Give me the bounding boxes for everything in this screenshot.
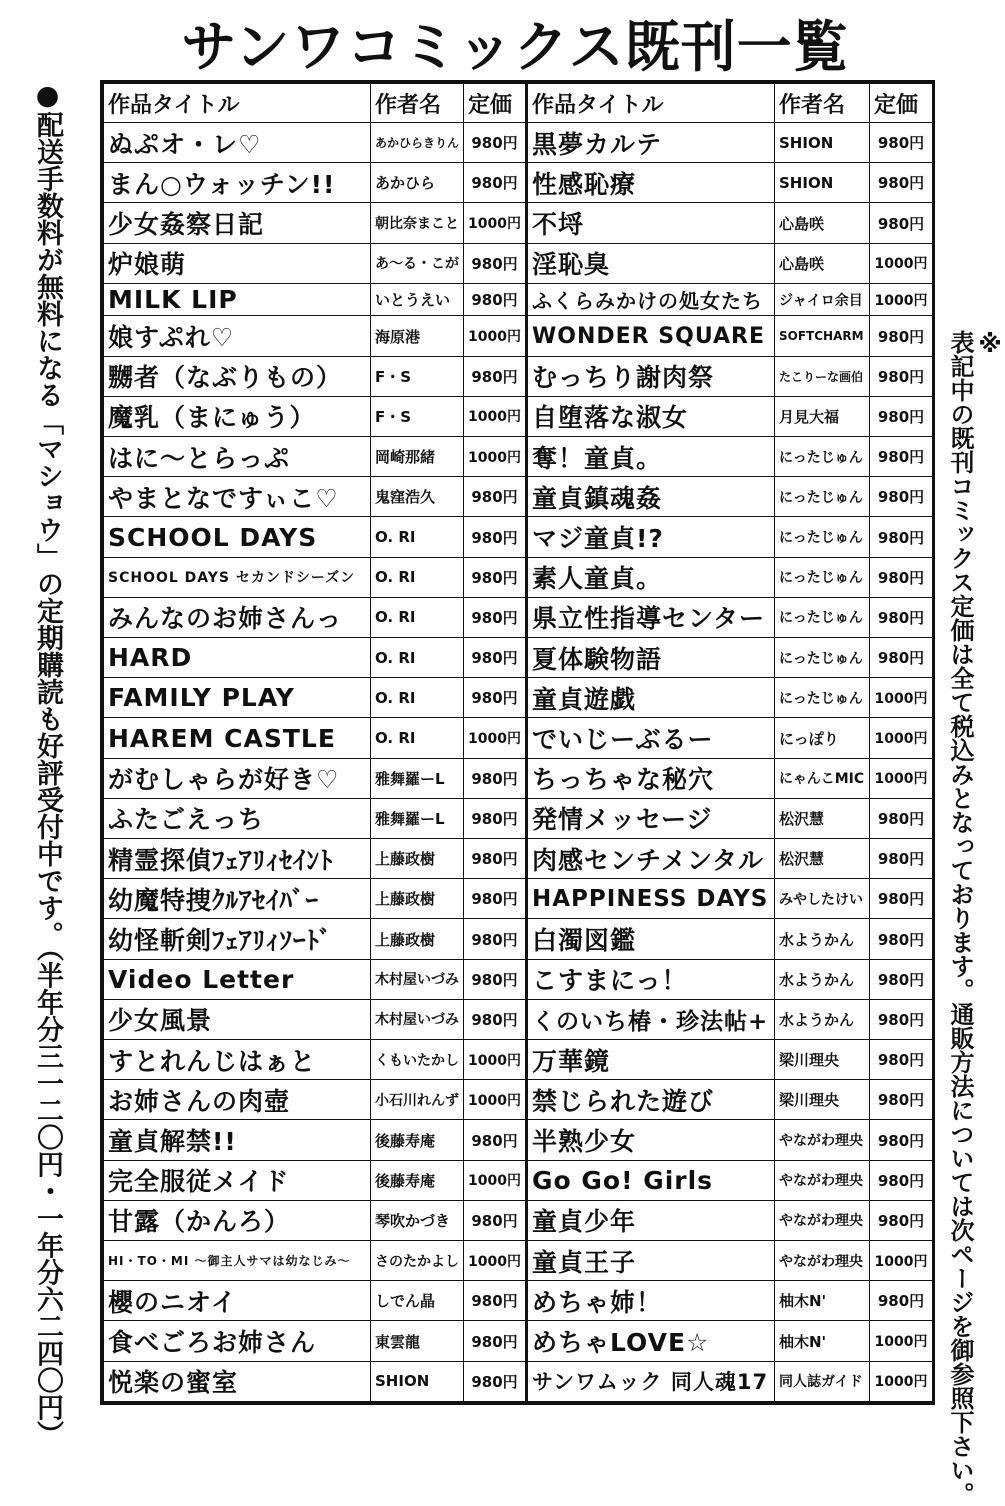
table-row: [104, 1160, 933, 1200]
author-cell: 後藤寿庵: [371, 1160, 464, 1200]
author-cell: あかひらきりん: [371, 123, 464, 163]
author-cell: 松沢慧: [775, 798, 870, 838]
author-cell: 水ようかん: [775, 919, 870, 959]
header-price-left: 定価: [464, 84, 527, 123]
price-cell: 980円: [870, 316, 933, 356]
price-cell: 980円: [464, 477, 527, 517]
price-cell: 980円: [464, 517, 527, 557]
title-cell: 童貞少年: [527, 1200, 775, 1240]
title-cell: 禁じられた遊び: [527, 1080, 775, 1120]
price-cell: 980円: [464, 999, 527, 1039]
price-cell: 1000円: [870, 718, 933, 758]
author-cell: 後藤寿庵: [371, 1120, 464, 1160]
price-cell: 980円: [870, 999, 933, 1039]
author-cell: 東雲龍: [371, 1321, 464, 1361]
table-row: [104, 557, 933, 597]
title-cell: 食べごろお姉さん: [104, 1321, 371, 1361]
price-cell: 980円: [464, 1120, 527, 1160]
author-cell: 上藤政樹: [371, 919, 464, 959]
author-cell: 上藤政樹: [371, 879, 464, 919]
table-row: [104, 1120, 933, 1160]
price-cell: 980円: [870, 1281, 933, 1321]
author-cell: 木村屋いづみ: [371, 999, 464, 1039]
title-cell: 娘すぷれ♡: [104, 316, 371, 356]
price-cell: 980円: [464, 638, 527, 678]
title-cell: がむしゃらが好き♡: [104, 758, 371, 798]
title-cell: 肉感センチメンタル: [527, 839, 775, 879]
price-cell: 1000円: [870, 758, 933, 798]
author-cell: 水ようかん: [775, 959, 870, 999]
author-cell: やながわ理央: [775, 1120, 870, 1160]
price-note: [945, 330, 1005, 1506]
price-cell: 1000円: [464, 203, 527, 243]
author-cell: 心島咲: [775, 243, 870, 283]
title-cell: 炉娘萌: [104, 243, 371, 283]
author-cell: ジャイロ余目: [775, 283, 870, 316]
price-cell: 980円: [464, 163, 527, 203]
title-cell: HARD: [104, 638, 371, 678]
price-cell: 980円: [870, 517, 933, 557]
author-cell: にったじゅん: [775, 597, 870, 637]
header-title-right: 作品タイトル: [527, 84, 775, 123]
title-cell: 少女風景: [104, 999, 371, 1039]
price-cell: 980円: [870, 638, 933, 678]
price-cell: 1000円: [870, 243, 933, 283]
price-cell: 1000円: [464, 316, 527, 356]
price-cell: 1000円: [870, 1321, 933, 1361]
title-cell: 童貞解禁!!: [104, 1120, 371, 1160]
price-cell: 1000円: [464, 718, 527, 758]
table-row: [104, 1321, 933, 1361]
table-row: [104, 879, 933, 919]
price-cell: 1000円: [464, 437, 527, 477]
title-cell: 童貞王子: [527, 1241, 775, 1281]
author-cell: 岡崎那緒: [371, 437, 464, 477]
header-row: [104, 84, 933, 123]
author-cell: 月見大福: [775, 396, 870, 436]
price-cell: 980円: [870, 1200, 933, 1240]
author-cell: 海原港: [371, 316, 464, 356]
price-cell: 980円: [464, 283, 527, 316]
price-cell: 980円: [870, 203, 933, 243]
author-cell: 琴吹かづき: [371, 1200, 464, 1240]
title-cell: 性感恥療: [527, 163, 775, 203]
price-cell: 1000円: [464, 1241, 527, 1281]
title-cell: 不埒: [527, 203, 775, 243]
title-cell: 精霊探偵ﾌｪｱﾘｨｾｲﾝﾄ: [104, 839, 371, 879]
author-cell: 木村屋いづみ: [371, 959, 464, 999]
title-cell: ちっちゃな秘穴: [527, 758, 775, 798]
price-cell: 980円: [870, 477, 933, 517]
author-cell: あ～る・こが: [371, 243, 464, 283]
title-cell: 県立性指導センター: [527, 597, 775, 637]
title-cell: まん○ウォッチン!!: [104, 163, 371, 203]
title-cell: すとれんじはぁと: [104, 1040, 371, 1080]
title-cell: HAREM CASTLE: [104, 718, 371, 758]
title-cell: でいじーぶるー: [527, 718, 775, 758]
author-cell: にゃんこMIC: [775, 758, 870, 798]
title-cell: 夏体験物語: [527, 638, 775, 678]
author-cell: 雅舞羅ーL: [371, 758, 464, 798]
catalog-rows: [104, 123, 933, 1402]
table-row: [104, 839, 933, 879]
table-row: [104, 1281, 933, 1321]
title-cell: MILK LIP: [104, 283, 371, 316]
table-row: [104, 517, 933, 557]
price-cell: 980円: [870, 798, 933, 838]
author-cell: にったじゅん: [775, 678, 870, 718]
author-cell: O. RI: [371, 718, 464, 758]
title-cell: 発情メッセージ: [527, 798, 775, 838]
price-cell: 980円: [870, 163, 933, 203]
catalog-table: [103, 83, 933, 1402]
price-cell: 980円: [870, 1080, 933, 1120]
price-cell: 980円: [870, 396, 933, 436]
title-cell: 悦楽の蜜室: [104, 1361, 371, 1401]
table-row: [104, 316, 933, 356]
author-cell: O. RI: [371, 597, 464, 637]
author-cell: いとうえい: [371, 283, 464, 316]
table-row: [104, 356, 933, 396]
author-cell: にったじゅん: [775, 477, 870, 517]
author-cell: にったじゅん: [775, 557, 870, 597]
title-cell: むっちり謝肉祭: [527, 356, 775, 396]
author-cell: SOFTCHARM: [775, 316, 870, 356]
table-row: [104, 1200, 933, 1240]
price-cell: 980円: [464, 1200, 527, 1240]
price-cell: 980円: [464, 243, 527, 283]
title-cell: 童貞遊戯: [527, 678, 775, 718]
author-cell: やながわ理央: [775, 1241, 870, 1281]
author-cell: にっぽり: [775, 718, 870, 758]
author-cell: 梁川理央: [775, 1080, 870, 1120]
author-cell: しでん晶: [371, 1281, 464, 1321]
title-cell: 櫻のニオイ: [104, 1281, 371, 1321]
author-cell: 同人誌ガイド: [775, 1361, 870, 1401]
author-cell: SHION: [775, 163, 870, 203]
price-cell: 980円: [870, 879, 933, 919]
price-cell: 980円: [464, 1321, 527, 1361]
author-cell: 松沢慧: [775, 839, 870, 879]
title-cell: 幼怪斬剣ﾌｪｱﾘｨｿｰﾄﾞ: [104, 919, 371, 959]
table-row: [104, 477, 933, 517]
page-title: サンワコミックス既刊一覧: [181, 15, 849, 79]
table-row: [104, 1361, 933, 1401]
price-cell: 980円: [870, 839, 933, 879]
price-cell: 980円: [464, 678, 527, 718]
author-cell: 心島咲: [775, 203, 870, 243]
price-cell: 980円: [464, 1361, 527, 1401]
table-row: [104, 396, 933, 436]
author-cell: O. RI: [371, 678, 464, 718]
price-cell: 980円: [870, 356, 933, 396]
title-cell: 自堕落な淑女: [527, 396, 775, 436]
title-cell: 魔乳（まにゅう）: [104, 396, 371, 436]
price-cell: 1000円: [870, 283, 933, 316]
table-row: [104, 1040, 933, 1080]
title-cell: 甘露（かんろ）: [104, 1200, 371, 1240]
author-cell: O. RI: [371, 638, 464, 678]
price-cell: 980円: [464, 356, 527, 396]
price-cell: 980円: [870, 919, 933, 959]
title-cell: 半熟少女: [527, 1120, 775, 1160]
author-cell: たこりーな画伯: [775, 356, 870, 396]
table-row: [104, 959, 933, 999]
author-cell: あかひら: [371, 163, 464, 203]
table-row: [104, 1080, 933, 1120]
author-cell: 水ようかん: [775, 999, 870, 1039]
author-cell: くもいたかし: [371, 1040, 464, 1080]
title-cell: こすまにっ！: [527, 959, 775, 999]
price-cell: 980円: [870, 557, 933, 597]
catalog-table-frame: [100, 80, 935, 1405]
table-row: [104, 758, 933, 798]
author-cell: にったじゅん: [775, 437, 870, 477]
price-cell: 1000円: [870, 678, 933, 718]
price-cell: 980円: [464, 879, 527, 919]
price-cell: 980円: [870, 1120, 933, 1160]
table-row: [104, 243, 933, 283]
title-cell: 奪！童貞。: [527, 437, 775, 477]
title-cell: Go Go! Girls: [527, 1160, 775, 1200]
title-cell: 完全服従メイド: [104, 1160, 371, 1200]
author-cell: 上藤政樹: [371, 839, 464, 879]
author-cell: 柚木N': [775, 1321, 870, 1361]
author-cell: SHION: [775, 123, 870, 163]
price-cell: 1000円: [464, 396, 527, 436]
price-cell: 980円: [464, 557, 527, 597]
table-row: [104, 678, 933, 718]
title-cell: やまとなですぃこ♡: [104, 477, 371, 517]
table-row: [104, 283, 933, 316]
title-cell: 嬲者（なぶりもの）: [104, 356, 371, 396]
subscription-note: ●配送手数料が無料になる「マショウ」の定期購読も好評受付中です。（半年分三一二〇円・一年分六二四〇円）: [32, 80, 63, 1448]
price-cell: 1000円: [464, 1080, 527, 1120]
table-row: [104, 999, 933, 1039]
table-row: [104, 718, 933, 758]
author-cell: にったじゅん: [775, 638, 870, 678]
table-row: [104, 1241, 933, 1281]
title-cell: 万華鏡: [527, 1040, 775, 1080]
price-cell: 980円: [464, 123, 527, 163]
price-cell: 980円: [464, 919, 527, 959]
author-cell: さのたかよし: [371, 1241, 464, 1281]
title-cell: ふくらみかけの処女たち: [527, 283, 775, 316]
author-cell: O. RI: [371, 517, 464, 557]
price-cell: 980円: [464, 597, 527, 637]
title-cell: 童貞鎮魂姦: [527, 477, 775, 517]
title-cell: めちゃLOVE☆: [527, 1321, 775, 1361]
price-cell: 980円: [870, 123, 933, 163]
table-row: [104, 163, 933, 203]
price-cell: 980円: [464, 959, 527, 999]
table-row: [104, 123, 933, 163]
title-cell: 黒夢カルテ: [527, 123, 775, 163]
price-cell: 980円: [464, 1281, 527, 1321]
title-cell: 幼魔特捜ｸﾙｱｾｲﾊﾞｰ: [104, 879, 371, 919]
table-row: [104, 798, 933, 838]
title-cell: はに～とらっぷ: [104, 437, 371, 477]
table-row: [104, 203, 933, 243]
title-cell: 少女姦察日記: [104, 203, 371, 243]
price-cell: 980円: [870, 1040, 933, 1080]
title-cell: ふたごえっち: [104, 798, 371, 838]
author-cell: やながわ理央: [775, 1160, 870, 1200]
table-row: [104, 919, 933, 959]
header-price-right: 定価: [870, 84, 933, 123]
price-cell: 980円: [870, 1160, 933, 1200]
title-cell: サンワムック 同人魂17: [527, 1361, 775, 1401]
price-cell: 980円: [870, 959, 933, 999]
title-cell: HI・TO・MI ～御主人サマは幼なじみ～: [104, 1241, 371, 1281]
title-cell: 素人童貞。: [527, 557, 775, 597]
title-cell: SCHOOL DAYS セカンドシーズン: [104, 557, 371, 597]
author-cell: SHION: [371, 1361, 464, 1401]
price-cell: 980円: [464, 758, 527, 798]
title-cell: Video Letter: [104, 959, 371, 999]
header-author-left: 作者名: [371, 84, 464, 123]
table-row: [104, 597, 933, 637]
author-cell: 雅舞羅ーL: [371, 798, 464, 838]
price-cell: 980円: [464, 839, 527, 879]
title-cell: マジ童貞!?: [527, 517, 775, 557]
title-cell: めちゃ姉！: [527, 1281, 775, 1321]
price-cell: 1000円: [464, 1040, 527, 1080]
author-cell: F・S: [371, 356, 464, 396]
table-row: [104, 437, 933, 477]
title-cell: お姉さんの肉壺: [104, 1080, 371, 1120]
table-row: [104, 638, 933, 678]
header-title-left: 作品タイトル: [104, 84, 371, 123]
title-cell: 白濁図鑑: [527, 919, 775, 959]
author-cell: にったじゅん: [775, 517, 870, 557]
note-text: 表記中の既刊コミックス定価は全て税込みとなっております。通販方法については次ページを御参照下さい。: [946, 330, 974, 1506]
title-cell: HAPPINESS DAYS: [527, 879, 775, 919]
title-cell: くのいち椿・珍法帖+: [527, 999, 775, 1039]
author-cell: やながわ理央: [775, 1200, 870, 1240]
note-mark: ※: [976, 330, 1004, 358]
author-cell: みやしたけい: [775, 879, 870, 919]
title-cell: ぬぷオ・レ♡: [104, 123, 371, 163]
price-cell: 980円: [870, 437, 933, 477]
title-cell: WONDER SQUARE: [527, 316, 775, 356]
title-cell: SCHOOL DAYS: [104, 517, 371, 557]
author-cell: 柚木N': [775, 1281, 870, 1321]
author-cell: 鬼窪浩久: [371, 477, 464, 517]
author-cell: 梁川理央: [775, 1040, 870, 1080]
author-cell: 小石川れんず: [371, 1080, 464, 1120]
author-cell: O. RI: [371, 557, 464, 597]
author-cell: 朝比奈まこと: [371, 203, 464, 243]
price-cell: 1000円: [464, 1160, 527, 1200]
author-cell: F・S: [371, 396, 464, 436]
price-cell: 1000円: [870, 1361, 933, 1401]
title-cell: みんなのお姉さんっ: [104, 597, 371, 637]
header-author-right: 作者名: [775, 84, 870, 123]
price-cell: 980円: [464, 798, 527, 838]
title-cell: FAMILY PLAY: [104, 678, 371, 718]
price-cell: 1000円: [870, 1241, 933, 1281]
title-cell: 淫恥臭: [527, 243, 775, 283]
price-cell: 980円: [870, 597, 933, 637]
